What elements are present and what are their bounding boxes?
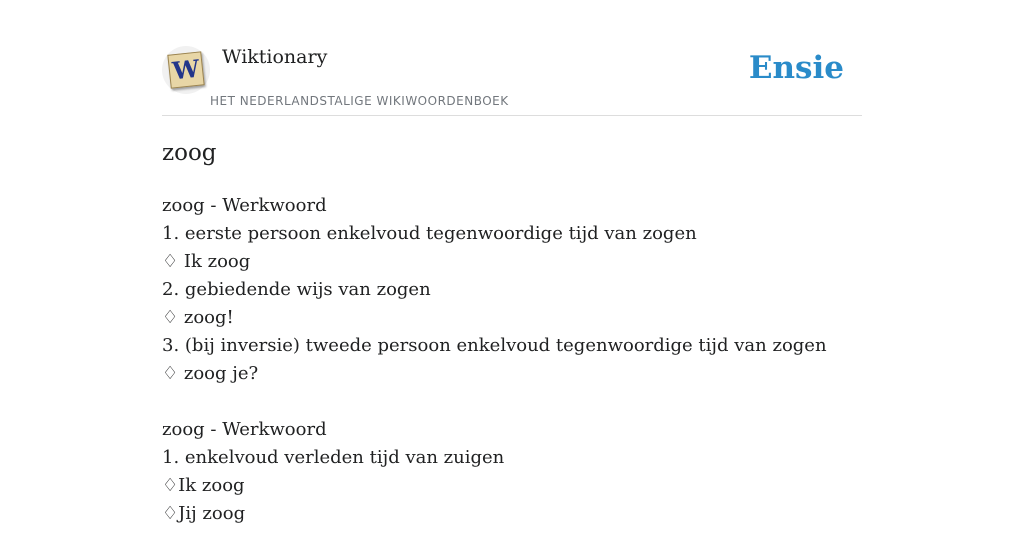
site-subtitle: HET NEDERLANDSTALIGE WIKIWOORDENBOEK	[210, 94, 509, 108]
example-line: ♢Jij zoog	[162, 503, 246, 524]
ensie-brand-link[interactable]: Ensie	[748, 50, 844, 86]
entry-heading: zoog - Werkwoord	[162, 419, 327, 440]
site-header	[162, 0, 862, 116]
entry-1	[162, 192, 862, 388]
entry-heading: zoog - Werkwoord	[162, 195, 327, 216]
definition-line: 2. gebiedende wijs van zogen	[162, 279, 431, 300]
example-line: ♢ Ik zoog	[162, 251, 251, 272]
logo-letter: W	[171, 53, 201, 86]
page-title: zoog	[162, 140, 217, 166]
logo-tile	[167, 51, 204, 88]
definition-line: 1. eerste persoon enkelvoud tegenwoordige tijd van zogen	[162, 223, 697, 244]
definitions	[162, 192, 862, 556]
site-title[interactable]: Wiktionary	[222, 46, 328, 68]
definition-line: 3. (bij inversie) tweede persoon enkelvoud tegenwoordige tijd van zogen	[162, 335, 827, 356]
entry-2	[162, 416, 862, 528]
example-line: ♢ zoog je?	[162, 363, 259, 384]
definition-line: 1. enkelvoud verleden tijd van zuigen	[162, 447, 505, 468]
example-line: ♢Ik zoog	[162, 475, 245, 496]
example-line: ♢ zoog!	[162, 307, 234, 328]
wiktionary-logo[interactable]	[162, 46, 210, 94]
page	[162, 0, 862, 524]
